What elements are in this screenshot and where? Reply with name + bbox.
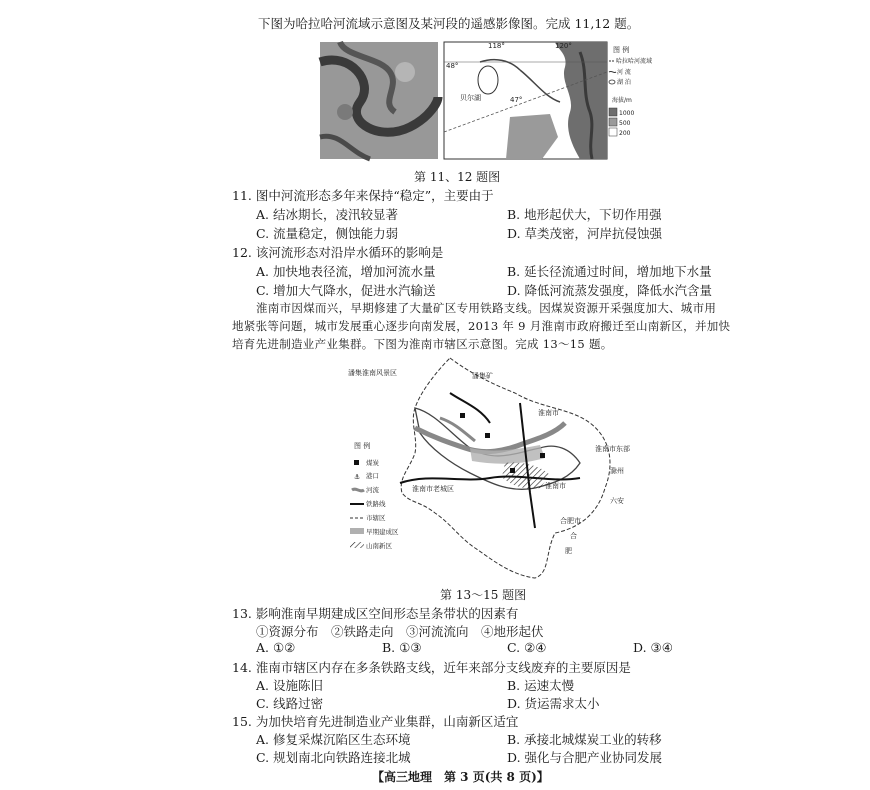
q14-option-c: C. 线路过密: [256, 696, 324, 711]
q13-option-b: B. ①③: [382, 640, 422, 655]
legend2-district: 市辖区: [366, 514, 386, 522]
basin-map: [444, 42, 607, 159]
intro-13-15-line3: 培育先进制造业产业集群。下图为淮南市辖区示意图。完成 13～15 题。: [232, 337, 613, 351]
figure-13-15: [340, 353, 640, 583]
figure-11-12-caption: 第 11、12 题图: [414, 170, 501, 184]
intro-11-12: 下图为哈拉哈河流域示意图及某河段的遥感影像图。完成 11,12 题。: [258, 16, 640, 31]
q14-option-d: D. 货运需求太小: [507, 696, 600, 711]
place-label-6: 淮南市: [545, 482, 566, 490]
legend2-port: 港口: [366, 472, 379, 480]
legend2-early-built: 早期建成区: [366, 528, 399, 536]
place-label-2: 潘集矿: [472, 372, 493, 380]
q12-option-c: C. 增加大气降水，促进水汽输送: [256, 283, 436, 298]
figure-13-15-legend: [350, 441, 399, 550]
place-label-7: 合肥市: [560, 517, 581, 525]
q11-option-c: C. 流量稳定，侧蚀能力弱: [256, 226, 399, 241]
legend-title: 图 例: [613, 46, 630, 54]
q12-stem: 12. 该河流形态对沿岸水循环的影响是: [232, 245, 444, 260]
svg-text:⚓: ⚓: [354, 473, 361, 481]
q11-option-a: A. 结冰期长，凌汛较显著: [256, 207, 398, 222]
figure-11-12: [320, 42, 653, 159]
place-label-11: 肥: [565, 547, 572, 555]
remote-sensing-image: [320, 42, 438, 159]
q15-option-a: A. 修复采煤沉陷区生态环境: [256, 732, 411, 747]
q13-option-a: A. ①②: [256, 640, 296, 655]
legend-basin: 哈拉哈河流域: [616, 58, 653, 65]
q15-option-d: D. 强化与合肥产业协同发展: [507, 750, 663, 765]
place-label-8: 滁州: [610, 467, 624, 475]
lon-label-a: 118°: [488, 42, 505, 50]
figure-11-12-legend: [609, 45, 652, 137]
lat-label-a: 48°: [446, 62, 459, 70]
legend-river: 河 流: [617, 69, 631, 76]
legend-lake: 湖 泊: [617, 79, 631, 86]
place-label-10: 合: [570, 532, 577, 540]
legend-elev-1000: 1000: [619, 110, 635, 117]
figure-13-15-caption: 第 13～15 题图: [440, 588, 527, 602]
place-label-1: 潘集淮南风景区: [348, 369, 397, 377]
q12-option-a: A. 加快地表径流，增加河流水量: [256, 264, 436, 279]
intro-13-15-line2: 地紧张等问题，城市发展重心逐步向南发展，2013 年 9 月淮南市政府搬迁至山南新区，并加快: [232, 319, 731, 333]
place-label-3: 淮南市: [538, 409, 559, 417]
legend2-new-district: 山南新区: [366, 542, 392, 550]
intro-13-15-line1: 淮南市因煤而兴，早期修建了大量矿区专用铁路支线。因煤炭资源开采强度加大、城市用: [256, 301, 717, 315]
q15-option-c: C. 规划南北向铁路连接北城: [256, 750, 411, 765]
lat-label-b: 47°: [510, 96, 523, 104]
legend2-title: 图 例: [354, 442, 371, 450]
place-label-9: 六安: [610, 497, 624, 505]
page-footer: 【高三地理 第 3 页(共 8 页)】: [372, 770, 549, 784]
lon-label-b: 120°: [555, 42, 572, 50]
legend-elev-title: 海拔/m: [612, 97, 632, 104]
q14-option-a: A. 设施陈旧: [256, 678, 323, 693]
railway-3: [450, 393, 490, 423]
q15-option-b: B. 承接北城煤炭工业的转移: [507, 732, 662, 747]
q14-stem: 14. 淮南市辖区内存在多条铁路支线，近年来部分支线废弃的主要原因是: [232, 660, 631, 675]
lake-label: 贝尔湖: [460, 94, 481, 102]
place-label-5: 淮南市老城区: [412, 485, 454, 493]
legend-elev-500: 500: [619, 120, 631, 127]
q13-stem: 13. 影响淮南早期建成区空间形态呈条带状的因素有: [232, 606, 519, 621]
legend2-railway: 铁路线: [366, 500, 386, 508]
q13-option-c: C. ②④: [507, 640, 547, 655]
figure-13-15-graphic: [340, 353, 640, 583]
shannan-new-district: [502, 463, 550, 489]
legend-elev-200: 200: [619, 130, 631, 137]
place-label-4: 淮南市东部: [595, 445, 630, 453]
q13-items: ①资源分布 ②铁路走向 ③河流流向 ④地形起伏: [256, 624, 544, 639]
legend2-coal: 煤炭: [366, 459, 379, 467]
q12-option-d: D. 降低河流蒸发强度，降低水汽含量: [507, 283, 713, 298]
q11-option-d: D. 草类茂密，河岸抗侵蚀强: [507, 226, 663, 241]
q14-option-b: B. 运速太慢: [507, 678, 575, 693]
legend2-river: 河流: [366, 486, 379, 494]
figure-11-12-graphic: [320, 42, 653, 159]
q12-option-b: B. 延长径流通过时间，增加地下水量: [507, 264, 712, 279]
q15-stem: 15. 为加快培育先进制造业产业集群，山南新区适宜: [232, 714, 519, 729]
q11-option-b: B. 地形起伏大，下切作用强: [507, 207, 662, 222]
q11-stem: 11. 图中河流形态多年来保持“稳定”，主要由于: [232, 188, 494, 203]
q13-option-d: D. ③④: [633, 640, 673, 655]
